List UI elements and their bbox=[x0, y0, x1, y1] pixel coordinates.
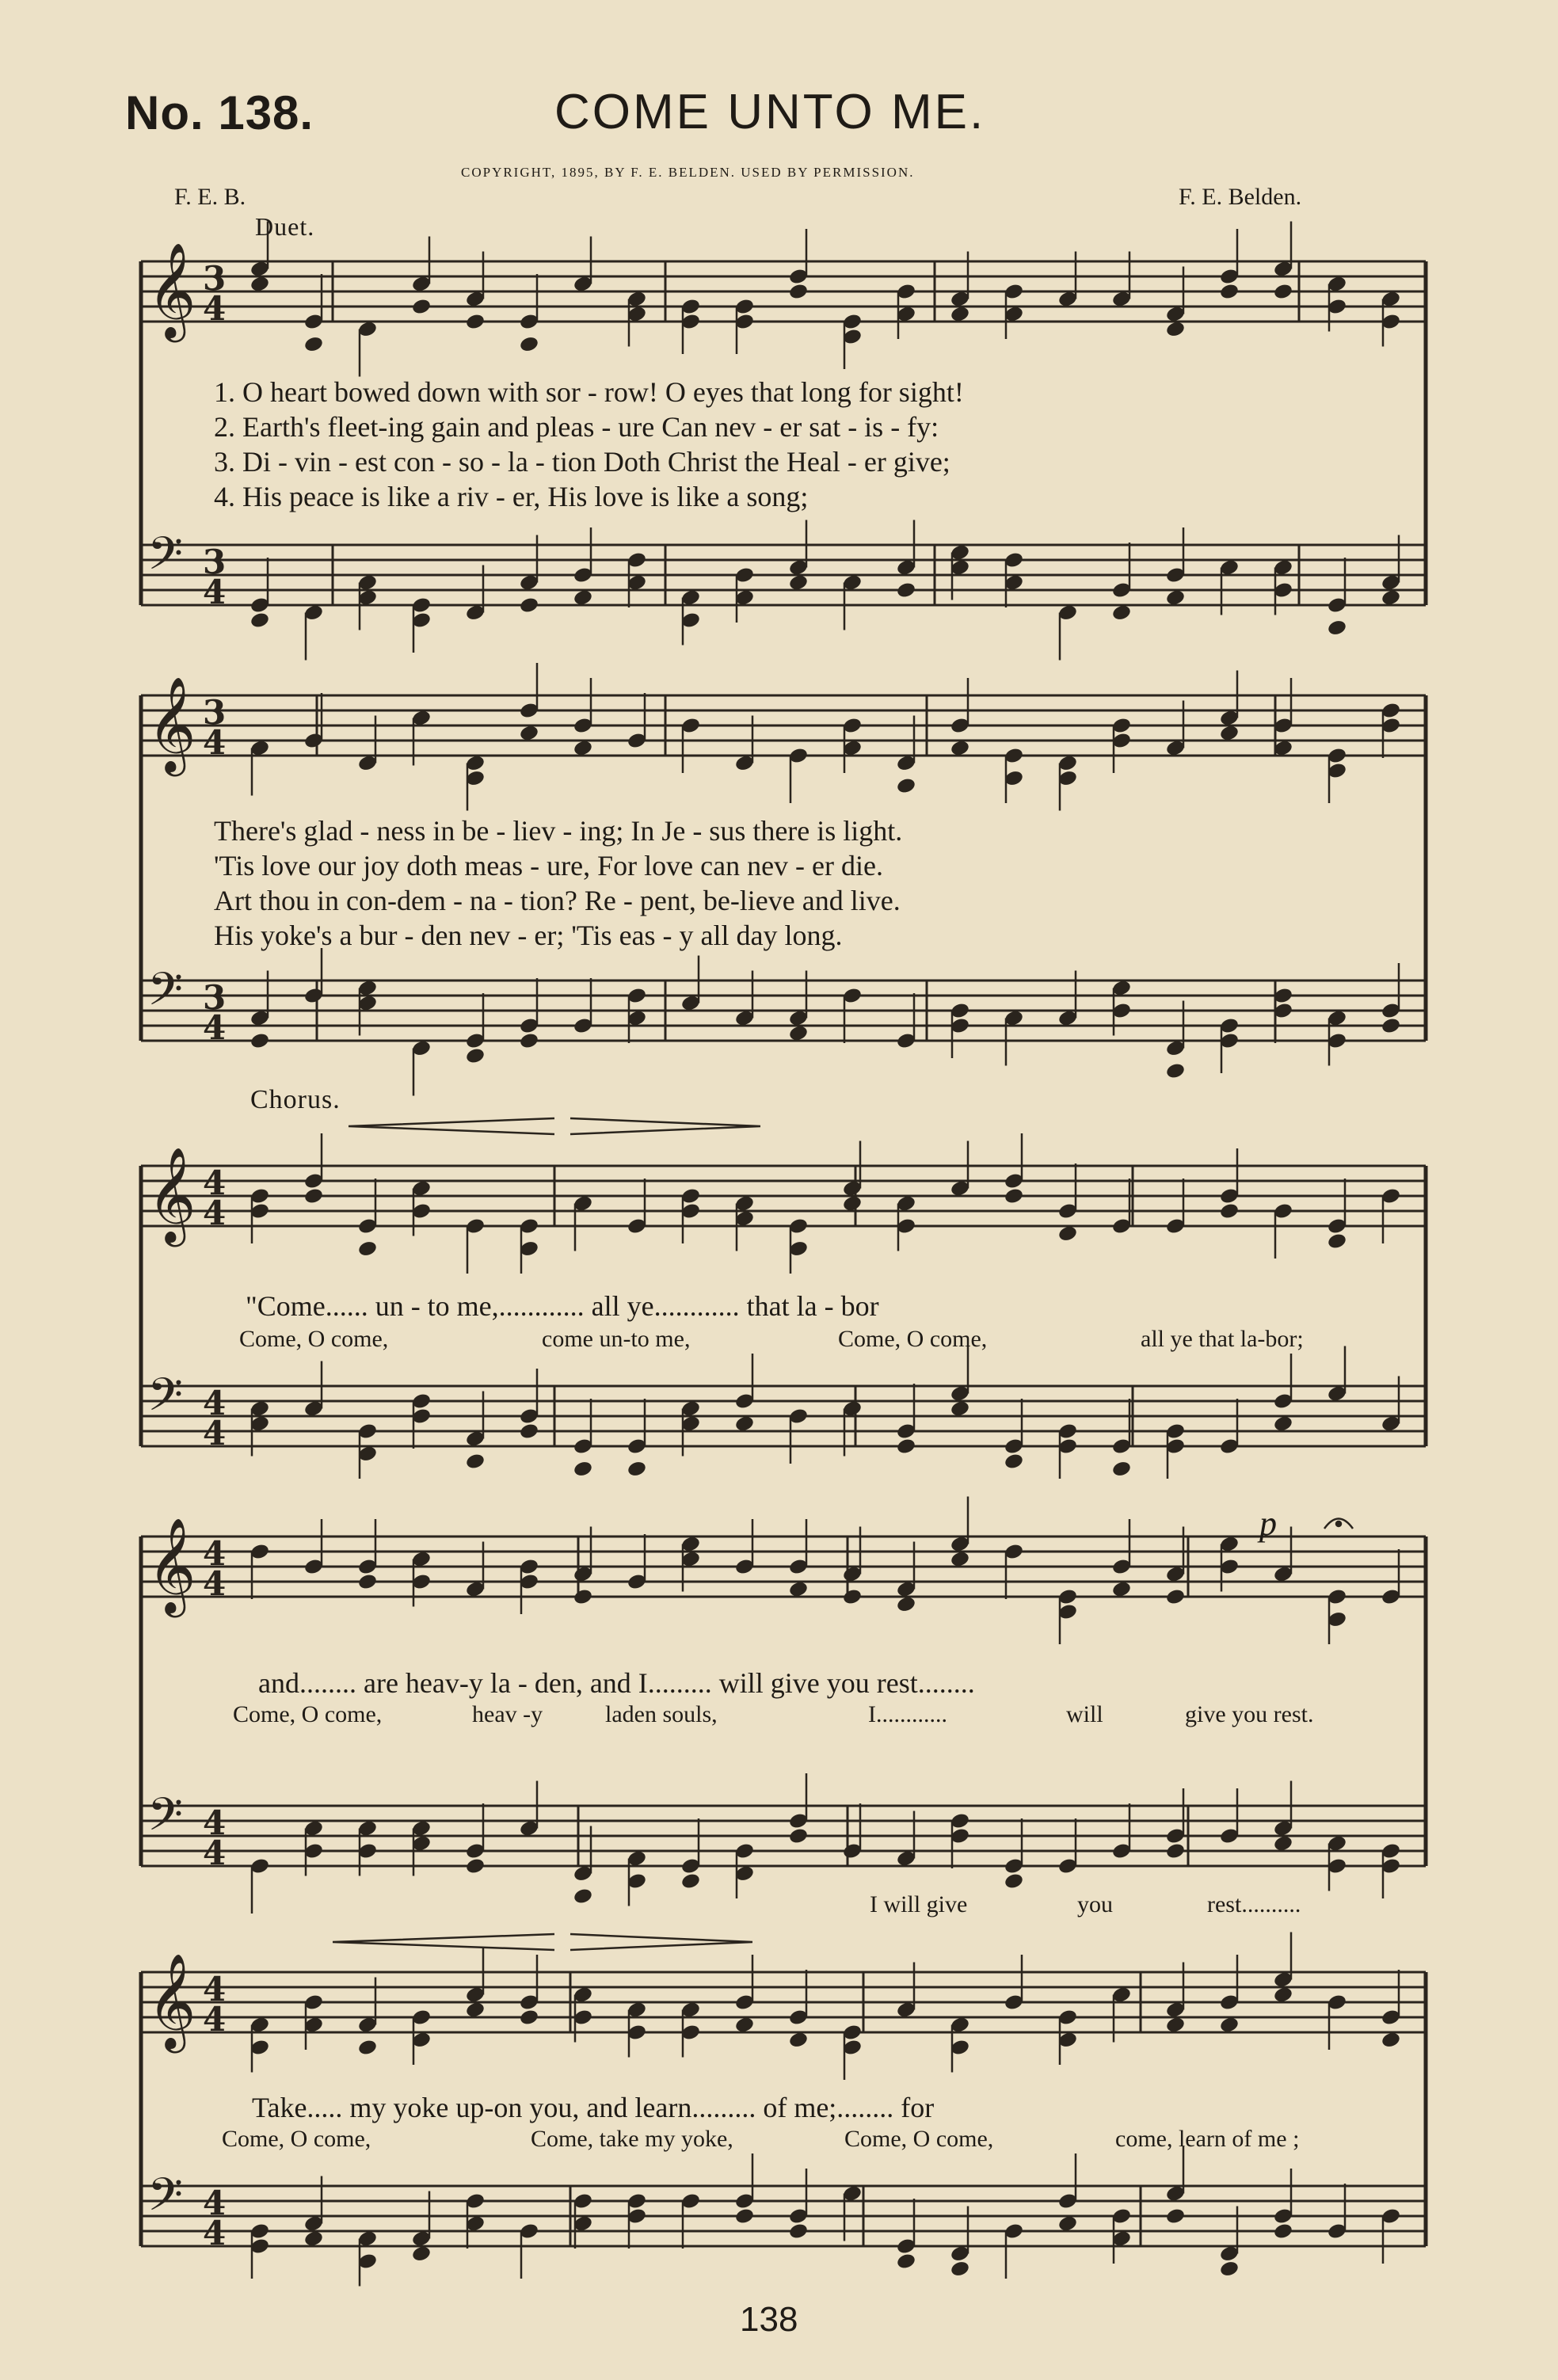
chorus-line1-main: "Come...... un - to me,............ all ye............ that la - bor bbox=[246, 1290, 879, 1322]
bass-clef-icon: 𝄢 bbox=[147, 1788, 184, 1853]
notehead bbox=[303, 2230, 324, 2248]
notehead bbox=[1004, 1872, 1024, 1891]
notehead bbox=[1004, 1453, 1024, 1471]
notehead bbox=[950, 1399, 970, 1418]
notehead bbox=[519, 2009, 539, 2027]
notehead bbox=[357, 1573, 378, 1591]
chorus-line2-sub-3: laden souls, bbox=[605, 1701, 718, 1727]
notehead bbox=[788, 1827, 809, 1845]
notehead bbox=[465, 313, 486, 331]
treble-clef-icon: 𝄞 bbox=[147, 676, 196, 772]
notehead bbox=[842, 1194, 863, 1213]
time-signature: 3 bbox=[203, 543, 227, 581]
dynamic-hairpin bbox=[333, 1934, 554, 1950]
notehead bbox=[303, 335, 324, 353]
notehead bbox=[573, 1887, 593, 1906]
verse1-line1: 1. O heart bowed down with sor - row! O eyes that long for sight! bbox=[214, 376, 964, 408]
time-signature: 4 bbox=[203, 1970, 227, 2009]
notehead bbox=[1057, 2214, 1078, 2233]
notehead bbox=[519, 1422, 539, 1441]
notehead bbox=[465, 1047, 486, 1065]
notehead bbox=[1165, 2207, 1186, 2226]
notehead bbox=[1273, 1415, 1293, 1433]
verse2-line1: 2. Earth's fleet-ing gain and pleas - ure Can nev - er sat - is - fy: bbox=[214, 411, 939, 443]
notehead bbox=[788, 1580, 809, 1598]
notehead bbox=[896, 1438, 916, 1456]
notehead bbox=[573, 1460, 593, 1478]
notehead bbox=[896, 777, 916, 795]
notehead bbox=[1004, 1187, 1024, 1205]
notehead bbox=[950, 1550, 970, 1568]
notehead bbox=[896, 2252, 916, 2271]
chorus-line3-sub-2: Come, take my yoke, bbox=[531, 2126, 733, 2152]
chorus-line2-bass-3: rest.......... bbox=[1207, 1891, 1301, 1917]
chorus-line2-main: and........ are heav-y la - den, and I......... will give you rest........ bbox=[258, 1667, 975, 1699]
notehead bbox=[1219, 2260, 1240, 2278]
notehead bbox=[1273, 1834, 1293, 1853]
notehead bbox=[1273, 283, 1293, 301]
chorus-line2-bass-2: you bbox=[1077, 1891, 1113, 1917]
notehead bbox=[357, 2039, 378, 2057]
dynamic-hairpin bbox=[570, 1934, 752, 1950]
duet-label: Duet. bbox=[255, 212, 315, 241]
page-number: 138 bbox=[740, 2300, 798, 2339]
notehead bbox=[788, 283, 809, 301]
time-signature: 4 bbox=[203, 1803, 227, 1842]
notehead bbox=[788, 2222, 809, 2241]
notehead bbox=[1165, 320, 1186, 338]
notehead bbox=[734, 2207, 755, 2226]
notehead bbox=[788, 573, 809, 592]
notehead bbox=[788, 1024, 809, 1042]
notehead bbox=[465, 1453, 486, 1471]
notehead bbox=[1273, 2222, 1293, 2241]
notehead bbox=[1165, 1588, 1186, 1606]
fermata-dot bbox=[1336, 1521, 1341, 1526]
time-signature: 4 bbox=[203, 1414, 227, 1453]
hymn-number: No. 138. bbox=[125, 86, 314, 139]
notehead bbox=[250, 275, 270, 293]
notehead bbox=[411, 2245, 432, 2263]
notehead bbox=[1111, 604, 1132, 622]
time-signature: 3 bbox=[203, 259, 227, 298]
notehead bbox=[357, 1240, 378, 1258]
chorus-line2-bass-1: I will give bbox=[870, 1891, 968, 1917]
dynamic-hairpin bbox=[349, 1118, 554, 1134]
time-signature: 4 bbox=[203, 2184, 227, 2222]
time-signature: 4 bbox=[203, 1194, 227, 1232]
notehead bbox=[842, 1588, 863, 1606]
verse3-line2: Art thou in con-dem - na - tion? Re - pent, be-lieve and live. bbox=[214, 885, 901, 916]
chorus-line2-sub-5: will bbox=[1066, 1701, 1103, 1727]
notehead bbox=[519, 724, 539, 742]
notehead bbox=[1381, 588, 1401, 607]
chorus-line2-sub-6: give you rest. bbox=[1185, 1701, 1314, 1727]
notehead bbox=[950, 2260, 970, 2278]
time-signature: 4 bbox=[203, 2214, 227, 2252]
notehead bbox=[465, 1857, 486, 1875]
notehead bbox=[1111, 1460, 1132, 1478]
chorus-line3-sub-4: come, learn of me ; bbox=[1115, 2126, 1300, 2152]
notehead bbox=[734, 2016, 755, 2034]
notehead bbox=[950, 739, 970, 757]
notehead bbox=[303, 1187, 324, 1205]
notehead bbox=[896, 581, 916, 600]
bass-clef-icon: 𝄢 bbox=[147, 962, 184, 1027]
bass-clef-icon: 𝄢 bbox=[147, 2168, 184, 2233]
notehead bbox=[1381, 2031, 1401, 2049]
verse4-line1: 4. His peace is like a riv - er, His love is like a song; bbox=[214, 481, 809, 512]
time-signature: 4 bbox=[203, 2000, 227, 2039]
notehead bbox=[1327, 1232, 1347, 1251]
hymn-title: COME UNTO ME. bbox=[554, 85, 986, 139]
notehead bbox=[519, 1032, 539, 1050]
notehead bbox=[465, 2001, 486, 2019]
chorus-label: Chorus. bbox=[250, 1085, 341, 1114]
treble-clef-icon: 𝄞 bbox=[147, 1146, 196, 1243]
copyright-notice: COPYRIGHT, 1895, BY F. E. BELDEN. USED BY PERMISSION. bbox=[461, 165, 915, 180]
notehead bbox=[1219, 1202, 1240, 1220]
time-signature: 4 bbox=[203, 573, 227, 611]
notehead bbox=[1165, 2016, 1186, 2034]
treble-clef-icon: 𝄞 bbox=[147, 1517, 196, 1613]
chorus-line2-sub-4: I............ bbox=[868, 1701, 947, 1727]
dynamic-hairpin bbox=[570, 1118, 760, 1134]
time-signature: 4 bbox=[203, 1163, 227, 1202]
notehead bbox=[1057, 1224, 1078, 1243]
notehead bbox=[573, 739, 593, 757]
dynamic-piano-mark: p bbox=[1259, 1504, 1277, 1543]
notehead bbox=[1111, 1580, 1132, 1598]
verse4-line2: His yoke's a bur - den nev - er; 'Tis eas - y all day long. bbox=[214, 920, 843, 951]
chorus-line3-main: Take..... my yoke up-on you, and learn......... of me;........ for bbox=[252, 2092, 935, 2123]
bass-clef-icon: 𝄢 bbox=[147, 527, 184, 592]
notehead bbox=[519, 335, 539, 353]
verse3-line1: 3. Di - vin - est con - so - la - tion Doth Christ the Heal - er give; bbox=[214, 446, 950, 478]
chorus-line3-sub-3: Come, O come, bbox=[844, 2126, 994, 2152]
notehead bbox=[250, 1032, 270, 1050]
time-signature: 4 bbox=[203, 1008, 227, 1047]
time-signature: 3 bbox=[203, 978, 227, 1017]
time-signature: 4 bbox=[203, 289, 227, 328]
notehead bbox=[1165, 1062, 1186, 1080]
notehead bbox=[627, 1460, 647, 1478]
notehead bbox=[734, 1415, 755, 1433]
verse2-line2: 'Tis love our joy doth meas - ure, For love can nev - er die. bbox=[214, 850, 883, 882]
time-signature: 4 bbox=[203, 723, 227, 762]
time-signature: 4 bbox=[203, 1834, 227, 1872]
chorus-line1-sub-4: all ye that la-bor; bbox=[1141, 1326, 1304, 1352]
notehead bbox=[573, 588, 593, 607]
chorus-line1-sub-2: come un-to me, bbox=[542, 1326, 691, 1352]
notehead bbox=[1219, 724, 1240, 742]
time-signature: 4 bbox=[203, 1564, 227, 1603]
notehead bbox=[896, 1595, 916, 1613]
notehead bbox=[573, 1588, 593, 1606]
notehead bbox=[1381, 1017, 1401, 1035]
chorus-line2-sub-2: heav -y bbox=[472, 1701, 543, 1727]
notehead bbox=[519, 596, 539, 615]
bass-clef-icon: 𝄢 bbox=[147, 1368, 184, 1433]
chorus-line1-sub-3: Come, O come, bbox=[838, 1326, 988, 1352]
notehead bbox=[1327, 619, 1347, 637]
time-signature: 4 bbox=[203, 1534, 227, 1573]
composer-credit: F. E. Belden. bbox=[1179, 184, 1302, 210]
treble-clef-icon: 𝄞 bbox=[147, 242, 196, 338]
notehead bbox=[950, 305, 970, 323]
time-signature: 3 bbox=[203, 693, 227, 732]
treble-clef-icon: 𝄞 bbox=[147, 1952, 196, 2049]
time-signature: 4 bbox=[203, 1384, 227, 1422]
notehead bbox=[411, 298, 432, 316]
chorus-line1-sub-1: Come, O come, bbox=[239, 1326, 389, 1352]
verse1-line2: There's glad - ness in be - liev - ing; In Je - sus there is light. bbox=[214, 815, 903, 847]
author-credit: F. E. B. bbox=[174, 184, 246, 210]
notehead bbox=[1219, 283, 1240, 301]
notehead bbox=[1273, 1986, 1293, 2004]
notehead bbox=[1165, 1842, 1186, 1860]
notehead bbox=[1219, 2016, 1240, 2034]
notehead bbox=[788, 2031, 809, 2049]
notehead bbox=[250, 611, 270, 630]
chorus-line3-sub-1: Come, O come, bbox=[222, 2126, 371, 2152]
notehead bbox=[1165, 588, 1186, 607]
notehead bbox=[680, 1872, 701, 1891]
chorus-line2-sub-1: Come, O come, bbox=[233, 1701, 383, 1727]
